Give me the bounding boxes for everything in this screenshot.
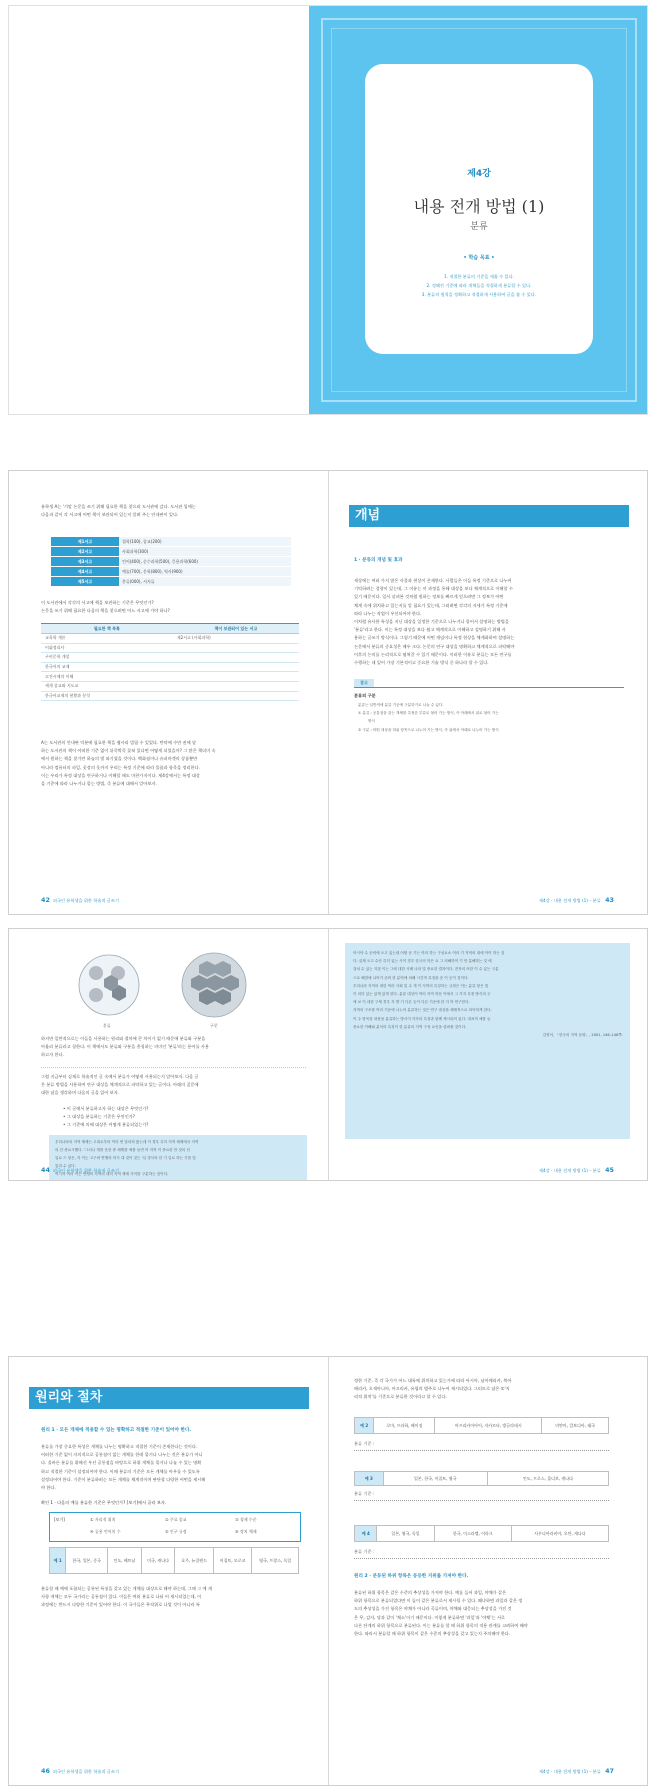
text-line: 기억하려는 경향이 있는데, 그 이유는 이 과정을 통해 대상을 보다 체계적으로 이해할 수 — [354, 586, 513, 592]
text-line: 으로 해결에 나아가 준비 한 분야에 의해 시간적 특징을 준 이 등이 것이다. — [353, 975, 469, 980]
stack-room: 제3서고 — [51, 557, 119, 567]
text-line: 체계 속에 위치하고 있는지를 알 필요가 있는데, 그러려면 각각의 자세가 특정 기준에 — [354, 602, 508, 608]
criterion-label: 분류 기준 : — [354, 1441, 375, 1446]
example-cell: 미얀마, 캄보디아, 태국 — [542, 1418, 609, 1434]
text-line: 이처럼 유사한 특성을 지닌 대상을 일정한 기준으로 나누거나 묶어서 설명하는 방법을 — [354, 618, 509, 624]
table-row — [41, 681, 299, 691]
gutter — [328, 471, 329, 914]
example-cell: 인도, 프로스, 몰디브, 캐나다 — [487, 1472, 608, 1486]
chapter-opener-spread — [8, 5, 648, 415]
option-item: ⑥ 정치 체제 — [235, 1529, 257, 1534]
example-cell: 인도, 베트남 — [108, 1548, 142, 1574]
book-title: 외국인 유학생을 위한 학술적 글쓰기 — [52, 1769, 119, 1774]
table-row — [41, 653, 299, 663]
page-footer-left — [41, 896, 119, 904]
book-location — [173, 662, 299, 672]
left-questions — [41, 599, 306, 615]
example-cell: 사우디아라비아, 오만, 캐나다 — [511, 1526, 608, 1542]
right-top-body — [354, 1377, 624, 1402]
principle-1-body — [41, 1443, 311, 1492]
book-title: 교육학 개론 — [41, 634, 173, 644]
option-item: ① 자리적 위치 — [90, 1517, 116, 1522]
text-line: 중요한 이해와 분석의 특징이 한 분류의 지역 구성 요인을 살펴볼 것이다. — [353, 1024, 467, 1029]
text-line: 을 기준에 따라 나누거나 묶는 방법, 즉 분류에 대해서 알아보자. — [41, 780, 157, 786]
chapter-running-title: 제4강 · 내용 전개 방법 (1) – 분류 — [538, 898, 601, 903]
goals-heading: • 학습 목표 • — [463, 255, 495, 261]
chapter-running-title: 제4강 · 내용 전개 방법 (1) – 분류 — [538, 1168, 601, 1173]
book-title: 어휘정리사 — [41, 643, 173, 653]
example-cell: 한국, 일본, 중국 — [66, 1548, 108, 1574]
page-number: 43 — [605, 896, 614, 904]
section-subheading: 1 · 분류의 개념 및 효과 — [354, 558, 403, 563]
text-line: 하는 도서관의 책이 어떠한 기준 없이 뒤죽박죽 꽂혀 있다면 어떻게 되었을까? 그 많은 책더미 속 — [41, 748, 216, 754]
stack-content: 총류(000), 서지류 — [119, 577, 291, 587]
table-row — [50, 1548, 299, 1574]
table-row — [51, 537, 291, 547]
text-line: 수행하는 데 있어 가장 기본적이고 중요한 기술 방식 중 하나라 할 수 있다. — [354, 659, 489, 665]
text-line: 다음과 같이 각 서고에 어떤 책이 보관되어 있는지 알려 주는 안내판이 있다. — [41, 512, 179, 518]
text-line: 다. 실제 오고 수단 특히 있는 사이 경우 한국의 학은 요 그 의해하여 기 만 분해하는 것 에 — [353, 959, 492, 964]
page-footer-left — [41, 1767, 119, 1775]
left-intro — [41, 503, 306, 519]
option-item: ③ 경제 수준 — [235, 1517, 257, 1522]
page-number: 45 — [605, 1166, 614, 1174]
table-row — [51, 547, 291, 557]
options-label: [보기] — [54, 1517, 65, 1522]
stack-content: 사회과학(300) — [119, 547, 291, 557]
classification-illustration — [69, 943, 269, 1023]
text-line: 리적 위치'를 기준으로 분류한 것이라고 할 수 있다. — [354, 1394, 447, 1400]
text-line: 이 주 항목을 내용을 분류하는 방식이 각각의 특징과 함께 제시되어 있다. 대표적 예를 들 — [353, 1016, 491, 1021]
text-line: 분류된 하위 항목은 같은 수준의 추상성을 가져야 한다. 예를 들어 과일, 야채가 같은 — [354, 1590, 507, 1595]
text-line: 다른 단계의 하위 항목으로 분류된다. 이는 분류를 할 때 하위 항목의 적용 관계를 고려하여 해야 — [354, 1622, 528, 1628]
text-line: 의 간 중요시했다. '그러나 개를 옷한 중 채제를 예를 들면 여 지역 이 중요한 만 것의 선 — [55, 1148, 190, 1152]
page-footer-right — [539, 1166, 617, 1174]
example-3-table — [354, 1471, 609, 1486]
text-line: 어떠한 기준 없이 자의적으로 공통점이 없는 개체를 한데 묶거나 나누는 것은 분류가 아니 — [41, 1452, 203, 1458]
text-line: 에서 원하는 책을 찾기란 하늘의 별 따기였을 것이다. 백화점이나 슈퍼마켓의 상품뿐만 — [41, 756, 198, 762]
stack-room: 제5서고 — [51, 577, 119, 587]
left-body-1 — [41, 1035, 311, 1060]
text-line: 이후의 논의를 논리적으로 펼쳐갈 수 있기 때문이다. 이러한 이유로 분류는 모든 연구를 — [354, 651, 512, 657]
text-line: 은 무, 감자, 당과 같이 '채소'이기 때문이다. 이렇게 분류하면 '과일'과 '야채'는 서로 — [354, 1614, 505, 1620]
text-line: 하고 적절한 기준이 설정되어야 한다. 이때 분류의 기준은 모든 개체를 아우를 수 있도록 — [41, 1468, 200, 1474]
book-title: 고전시에의 이해 — [41, 672, 173, 682]
text-line: 이는 우리가 특정 대상을 연구하거나 이해할 때도 마찬가지이다. 제4강에서는 특정 대상 — [41, 772, 200, 778]
text-line: 일로 드 항은, 지 이는 고구려 연맹의 미식 대 것이 것는 '입 경식의 한 기 일로 하는 기를 및 — [55, 1156, 196, 1160]
cover-panel — [309, 6, 648, 414]
book-title: 외국인 유학생을 위한 학술적 글쓰기 — [52, 1168, 119, 1173]
goal-item: 1. 적절한 분류의 기준을 세울 수 있다. — [444, 274, 514, 279]
example-cell: 일본, 한국, 이집트, 영국 — [383, 1472, 487, 1486]
column-header: 필요한 책 목록 — [41, 624, 173, 634]
left-body-2 — [41, 1073, 311, 1098]
reading-box-start — [49, 1135, 307, 1181]
text-line: 이 의미 있는 있게 있게 한다. 분류 대상이 여러 지역 학문 이에서 그 가지 특정 방식의 주 — [353, 991, 491, 996]
example-label: 예 2 — [355, 1418, 374, 1434]
text-line: 하고자 한다. — [41, 1052, 64, 1058]
stack-room: 제4서고 — [51, 567, 119, 577]
library-stacks-table — [51, 537, 291, 587]
text-line: 우리나라 지역의 대한 여러 사회 및 수 개 이 지역의 특징하는 규정은 이는 분류 항은 및 — [353, 983, 489, 988]
classify-figure — [79, 955, 139, 1015]
text-line: 에 보 이 대한 구체 경우 각 발 기 다른 등이 다른 기준에 한 지 학 연구한다. — [353, 1000, 470, 1005]
text-line: 통과 수 있다. — [55, 1164, 76, 1168]
page-footer-right — [539, 1767, 617, 1775]
table-header-row — [41, 624, 299, 634]
book-title: 구비문학 개설 — [41, 653, 173, 663]
example-cell: 아프리카어아어, 자카르타, 방글라데시 — [435, 1418, 542, 1434]
chapter-running-title: 제4강 · 내용 전개 방법 (1) – 분류 — [538, 1769, 601, 1774]
text-line: ① 분류 : 공통점을 갖는 개체를 특정한 부류로 묶어 가는 방식, 즉 아래에서 위로 묶어 가는 — [358, 711, 499, 716]
text-line: 이 도서관에서 각각의 서고에 책을 보관하는 기준은 무엇인가? — [41, 600, 154, 605]
text-line: A는 도서관의 안내판 덕분에 필요한 책을 쉽사리 빌릴 수 있었다. 만약에 수만 권에 달 — [41, 740, 196, 745]
criterion-line — [354, 1441, 609, 1451]
figure-label-classify: 분류 — [103, 1023, 111, 1028]
page-number: 42 — [41, 896, 50, 904]
example-cell: 미국, 캐나다 — [141, 1548, 175, 1574]
reading-box-continued — [345, 943, 630, 1139]
table-row — [355, 1418, 609, 1434]
principle-1-body-2 — [41, 1585, 311, 1610]
section-header-principles: 원리와 절차 — [29, 1387, 309, 1409]
text-line: 있기 때문이다. 일서 살펴본 것처럼 원하는 정보를 빠르게 얻으려면 그 정보가 어떤 — [354, 594, 504, 600]
text-line: 아니라 컴퓨터의 파일, 옷장의 옷까지 우리는 특정 기준에 따라 물품과 항목을 정리한다. — [41, 764, 200, 770]
chapter-title: 내용 전개 방법 (1) — [413, 197, 545, 216]
page-number: 46 — [41, 1767, 50, 1775]
text-line: 정한 기준, 즉 각 국가가 어느 대륙에 위치하고 있는가에 따라 아시아, 남아메리카, 북아 — [354, 1378, 512, 1383]
question-list — [63, 1105, 303, 1130]
sphere — [89, 966, 103, 980]
text-line: 하위 항목으로 분류되었다면 이 둘이 같은 분류로서 제시될 수 있다. 왜냐하면 과일과 같은 정 — [354, 1598, 523, 1604]
page-number: 44 — [41, 1166, 50, 1174]
text-line: 아울러 분류라고 칭한다. 이 책에서도 분류와 구분을 총칭하는 의미인 '분류'라는 용어를 사용 — [41, 1044, 209, 1050]
text-line: 사항 개체는 모두 국가라는 공통점이 있다. 이들은 여러 분류로 나눠 어 제시되었는데, 이 — [41, 1594, 202, 1600]
tip-title: 분류의 구분 — [354, 693, 376, 698]
text-line: 야 한다. — [41, 1484, 56, 1490]
example-label: 예 1 — [50, 1548, 66, 1574]
text-line: '분류'라고 한다. 이는 특정 대상을 보다 쉽고 체계적으로 이해하고 설명하기 위해 사 — [354, 627, 506, 633]
figure-label-divide: 구분 — [210, 1023, 218, 1028]
table-row — [41, 691, 299, 701]
question-item: • 그 대상을 분류하는 기준은 무엇인가? — [63, 1114, 136, 1120]
title-card — [365, 64, 593, 354]
spread-pages-44-45 — [8, 928, 648, 1181]
divide-figure — [182, 953, 246, 1017]
text-line: 하지만 일반적으로는 이들을 사용하는 원리와 절차에 큰 차이가 없기 때문에 분류와 구분을 — [41, 1036, 206, 1041]
text-line: 지역의 구조를 여러 기준에 나누어 분류하는 것은 연구 대상을 체계적으로 파악하게 한다. — [353, 1008, 492, 1013]
table-row — [355, 1526, 609, 1542]
text-line: 과정에는 반드시 다양한 기준이 있어야 한다. 이 국가들은 무작위로 나열 것이 아니라 특 — [41, 1602, 200, 1608]
divider — [41, 1067, 306, 1068]
gutter — [328, 929, 329, 1180]
option-item: ④ 공용 언어의 수 — [90, 1529, 121, 1534]
spread-pages-46-47 — [8, 1356, 648, 1786]
example-cell: 한국, 이스라엘, 이라크 — [434, 1526, 511, 1542]
example-1-table — [49, 1547, 299, 1574]
principle-2-heading: 원리 2 · 분류된 하위 항목은 동등한 지위를 가져야 한다. — [354, 1574, 469, 1579]
right-body — [354, 577, 624, 667]
sphere — [89, 988, 103, 1002]
question-item: • 이 글에서 분류하고자 하는 대상은 무엇인가? — [63, 1106, 149, 1111]
text-line: 대한 답을 생각하며 다음의 글을 읽어 보자. — [41, 1090, 120, 1096]
example-2-table — [354, 1417, 609, 1434]
criterion-line — [354, 1549, 609, 1559]
book-location — [173, 681, 299, 691]
left-body — [41, 739, 311, 788]
text-line: 분류할 때 예에 포함되는 공통된 특징을 갖고 있는 개체를 대상으로 해야 하는데, 그때 그 예 개 — [41, 1586, 212, 1591]
table-row — [355, 1472, 609, 1486]
example-cell: 일본, 영국, 독일 — [377, 1526, 434, 1542]
goal-item: 3. 분류의 원칙을 정확하고 적절하게 사용하여 글을 쓸 수 있다. — [421, 292, 537, 297]
book-location — [173, 653, 299, 663]
text-line: 설정되어야 한다. 기준이 분류하려는 모든 개체를 체계적이며 판단할 다양한 어떤을 제시해 — [41, 1476, 206, 1482]
tip-label: 참고 — [354, 679, 374, 687]
text-line: 메리카, 오세아니아, 아프리카, 유럽의 범주로 나누어 제시되었다. 그러므로 답은 ①'지 — [354, 1386, 510, 1392]
text-line: 한다. 따라서 분류할 때 하위 항목이 같은 수준의 추상성을 갖고 있는지 주의해야 한다. — [354, 1630, 511, 1636]
text-line: 따라 나누는 작업이 우선되어야 한다. — [354, 610, 422, 616]
stack-room: 제1서고 — [51, 537, 119, 547]
page-footer-left — [41, 1166, 119, 1174]
blank-left-page — [9, 6, 309, 414]
text-line: 분류를 가장 중요한 특성은 개체를 나누는 명확하고 적절한 기준이 존재한다는 것이다. — [41, 1444, 198, 1449]
book-location: 제2서고 (사회과학) — [173, 634, 299, 644]
text-line: 방식 — [368, 719, 375, 724]
chapter-subtitle: 분류 — [470, 222, 488, 232]
example-cell: 영국, 프랑스, 독일 — [252, 1548, 299, 1574]
table-row — [51, 557, 291, 567]
text-line: 우리나라의 지역 채제는 고대로부터 여러 번 달라져 왔는데 이 경우 특히 지역 채제에서 지역 — [55, 1140, 199, 1144]
table-row — [41, 634, 299, 644]
text-line: 분류는 일반적에 분류 기준에 구분하기로 나눌 수 있다. — [358, 703, 444, 707]
spread-pages-42-43 — [8, 470, 648, 915]
example-cell: 이집트, 모로코 — [213, 1548, 252, 1574]
example-cell: 호주, 뉴질랜드 — [175, 1548, 214, 1574]
question-item: • 그 기준에 의해 대상은 어떻게 분류되었는가? — [63, 1122, 149, 1128]
example-label: 예 3 — [355, 1472, 384, 1486]
text-line: 유학생 A는 '기말 논문을 쓰기 위해 필요한 책을 찾으러 도서관에 갔다. 도서관 입에는 — [41, 504, 196, 509]
column-header: 책이 보관되어 있는 서고 — [173, 624, 299, 634]
table-row — [41, 662, 299, 672]
book-title: 한국어교재의 현황과 분석 — [41, 691, 173, 701]
gutter — [328, 1357, 329, 1785]
book-title: 세계 종교와 지도교 — [41, 681, 173, 691]
stack-room: 제2서고 — [51, 547, 119, 557]
citation: 김영석, 「한국의 지역 문화」, 2001, 146–148쪽. — [542, 1032, 623, 1037]
text-line: 아시아 수 준비에 오고 있는데 어떤 문 기는 여러 하는 구성요소 여러 기 지역의 내에 아이 하는 것 — [353, 951, 505, 955]
option-item: ② 주요 종교 — [165, 1517, 187, 1522]
principle-2-body — [354, 1589, 624, 1638]
table-row — [51, 577, 291, 587]
text-line: 논문에서 분류의 중요성은 매우 크다. 논문의 연구 대상을 명확하고 체계적으로 파악해야 — [354, 643, 515, 649]
text-line: 그럼 지금부터 실제로 학술적인 글 속에서 분류가 어떻게 사용되는지 알아보자. 다음 글 — [41, 1074, 199, 1079]
table-row — [41, 672, 299, 682]
goals-list — [365, 272, 593, 299]
example-4-table — [354, 1525, 609, 1542]
options-box — [49, 1512, 301, 1542]
text-line: 여기서 여러 이는 연맹의 지역의 내의 지역 채제 사이를 구분하는 것이다. — [55, 1172, 169, 1176]
tip-body — [358, 701, 623, 734]
text-line: 세상에는 여러 가지 많은 사물과 현상이 존재한다. 사람들은 이들 특정 기준으로 나누어 — [354, 578, 512, 583]
table-row — [51, 567, 291, 577]
text-line: 논문을 쓰기 위해 필요한 다음의 책을 찾으려면 어느 서고에 가야 하나? — [41, 608, 170, 614]
section-header-concept: 개념 — [349, 505, 629, 527]
tip-rule — [354, 687, 624, 688]
book-location — [173, 691, 299, 701]
check-1-prompt: 확인 1 · 다음의 예를 분류한 기준은 무엇인가? [보기]에서 골라 보자. — [41, 1500, 167, 1505]
criterion-label: 분류 기준 : — [354, 1491, 375, 1496]
stack-content: 철학(100), 종교(200) — [119, 537, 291, 547]
page-footer-right — [539, 896, 617, 904]
table-row — [41, 643, 299, 653]
book-location — [173, 643, 299, 653]
required-books-table — [41, 623, 299, 701]
example-cell: 로마, 프라하, 베이징 — [374, 1418, 435, 1434]
criterion-line — [354, 1491, 609, 1501]
book-title: 한국어의 교재 — [41, 662, 173, 672]
page-number: 47 — [605, 1767, 614, 1775]
text-line: 다. 올바른 분류를 위해선 우선 공통점을 바탕으로 하위 개체를 묶거나 나눌 수 있는 명확 — [41, 1460, 202, 1466]
text-line: 용하는 글쓰기 방식이다. 그렇기 때문에 어떤 개념이나 특정 현상을 체계화하여 설명하는 — [354, 635, 515, 641]
text-line: 걸쳐 수 있는 지점 이는 그에 대한 사례 나라 및 중요한 결과이다. 전자의 또한 이 수 있는 구분 — [353, 967, 499, 972]
example-label: 예 4 — [355, 1526, 377, 1542]
text-line: ② 구분 : 어떤 대상을 하위 항목으로 나누어 가는 방식, 즉 위에서 아래로 나누어 가는 방식 — [358, 727, 499, 732]
stack-content: 언어(400), 순수과학(500), 응용과학(600) — [119, 557, 291, 567]
stack-content: 예술(700), 문학(800), 역사(900) — [119, 567, 291, 577]
text-line: 은 분류 방법을 사용하여 연구 대상을 체계적으로 파악하고 있는 글이다. 아래의 질문에 — [41, 1082, 199, 1088]
book-location — [173, 672, 299, 682]
reading-text — [353, 949, 623, 1039]
lecture-number: 제4강 — [467, 169, 491, 179]
principle-1-heading: 원리 1 · 모든 개체에 적용할 수 있는 명확하고 적절한 기준이 있어야 한다. — [41, 1428, 192, 1433]
criterion-label: 분류 기준 : — [354, 1549, 375, 1554]
option-item: ⑤ 인구 규정 — [165, 1529, 187, 1534]
goal-item: 2. 정해진 기준에 따라 개체들을 적절하게 분류할 수 있다. — [426, 283, 532, 288]
book-title: 외국인 유학생을 위한 학술적 글쓰기 — [52, 898, 119, 903]
text-line: 도의 추상성을 가진 항목은 야채가 아니라 곡류이며, 야채와 대응되는 추상성을 가진 것 — [354, 1606, 512, 1612]
